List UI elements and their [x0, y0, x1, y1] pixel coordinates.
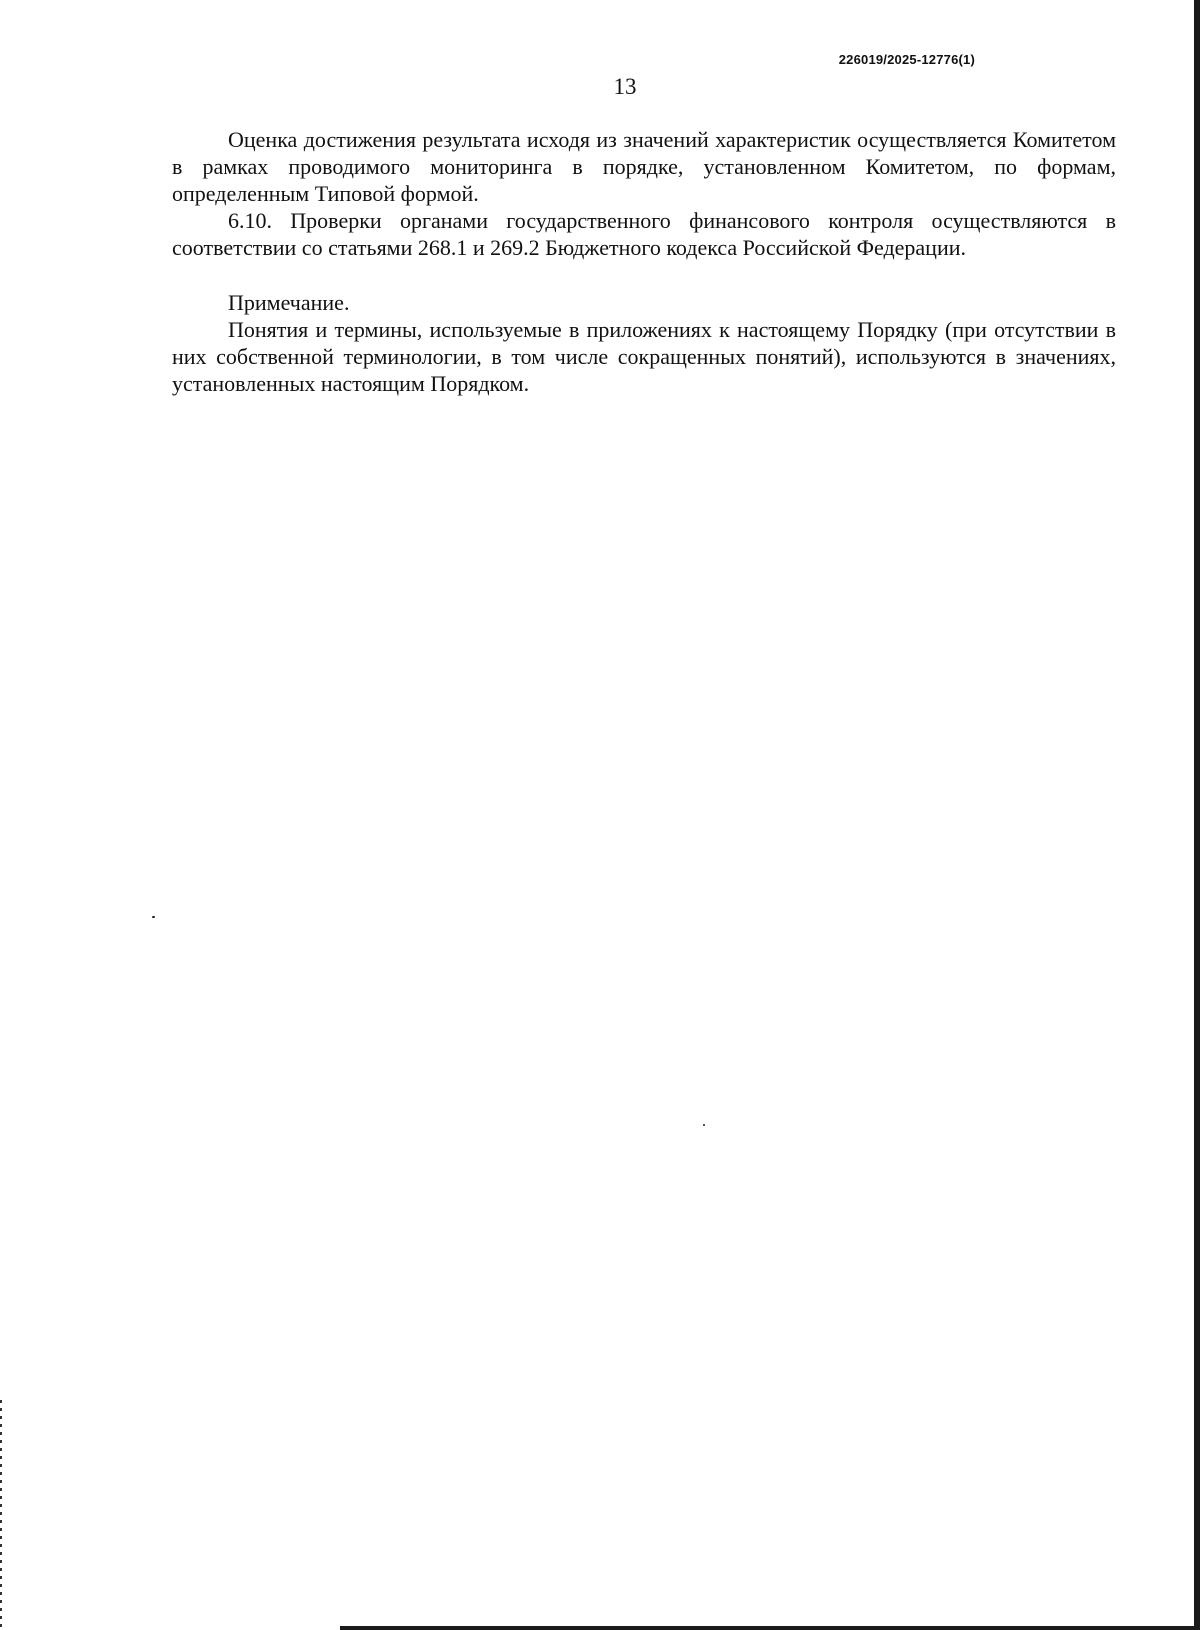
scan-edge-right — [1194, 0, 1200, 1630]
note-title: Примечание. — [228, 290, 350, 315]
paragraph-result-assessment: Оценка достижения результата исходя из значений характеристик осуществляется Комитетом в рамках проводимого мониторинга в порядке, установленном Комитетом, по формам, определенным Типовой формой. — [172, 127, 1116, 206]
page-number: 13 — [613, 74, 637, 99]
note-text: Понятия и термины, используемые в приложениях к настоящему Порядку (при отсутствии в них собственной терминологии, в том числе сокращенных понятий), используются в значениях, установленных настоящим Порядком. — [172, 317, 1116, 396]
document-registration-code: 226019/2025-12776(1) — [838, 52, 975, 67]
scan-edge-left-artifact — [0, 1400, 2, 1630]
paragraph-6-10-audits: 6.10. Проверки органами государственного финансового контроля осуществляются в соответствии со статьями 268.1 и 269.2 Бюджетного кодекса Российской Федерации. — [172, 208, 1116, 260]
scan-edge-bottom — [340, 1626, 1200, 1630]
scan-speck — [152, 916, 155, 918]
scan-speck — [703, 1124, 705, 1126]
document-body — [172, 126, 1116, 397]
